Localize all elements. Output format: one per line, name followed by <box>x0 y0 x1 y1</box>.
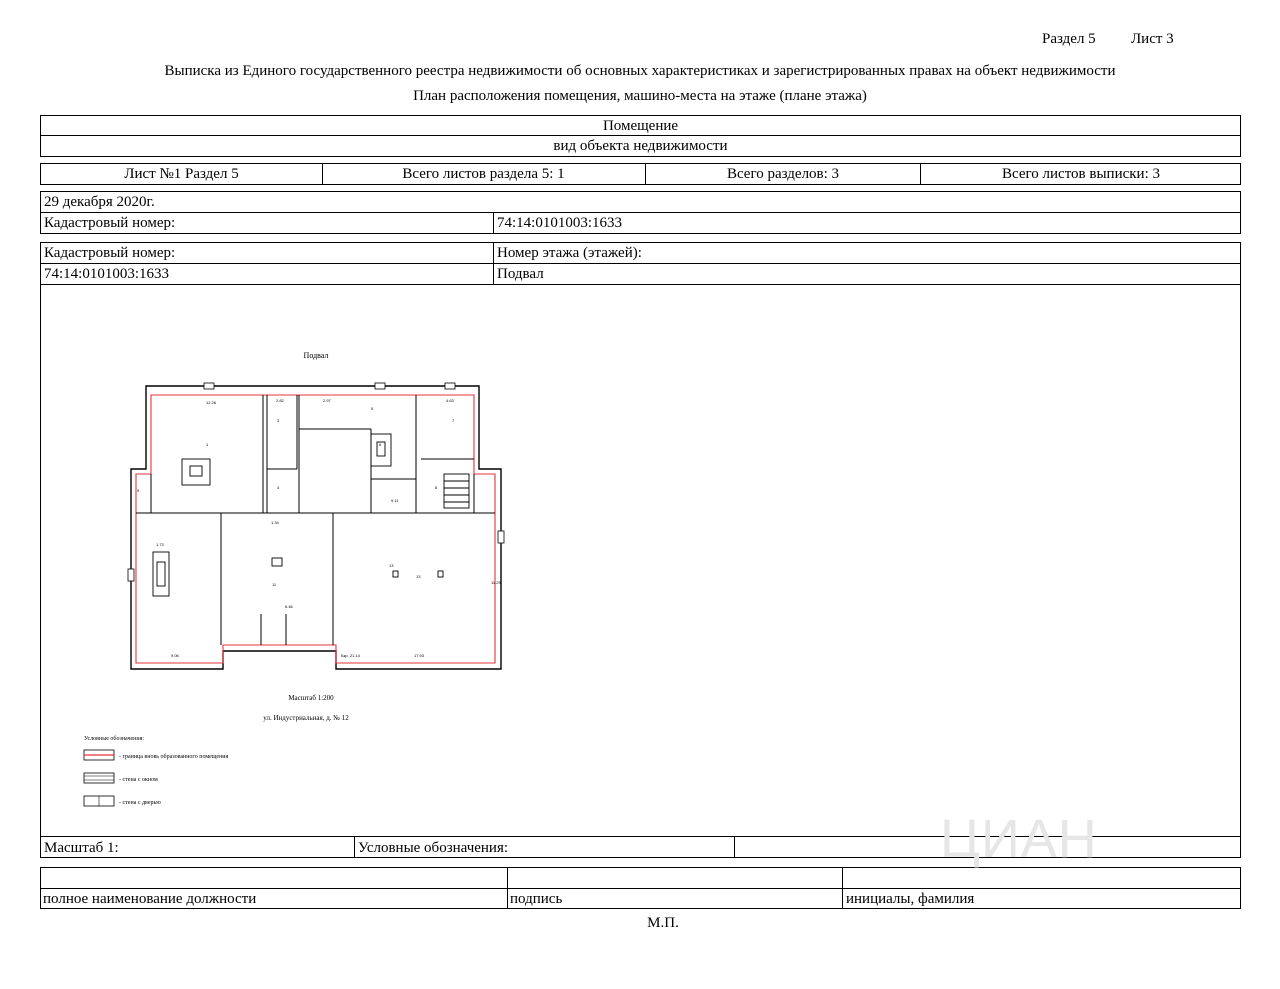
svg-text:11.29: 11.29 <box>491 580 501 585</box>
floor-cadastral-value: 74:14:0101003:1633 <box>44 266 170 282</box>
legend-boundary-text: - граница вновь образованного помещения <box>119 754 229 760</box>
issue-date: 29 декабря 2020г. <box>44 194 155 210</box>
fixtures <box>153 434 469 596</box>
svg-text:1: 1 <box>206 442 209 447</box>
sheet-section: Лист №1 Раздел 5 <box>124 166 239 182</box>
svg-text:12.26: 12.26 <box>206 400 217 405</box>
cadastral-value: 74:14:0101003:1633 <box>497 215 623 231</box>
total-sections: Всего разделов: 3 <box>726 166 840 182</box>
stamp-place: М.П. <box>647 915 679 931</box>
svg-text:5: 5 <box>371 406 374 411</box>
object-type-caption: вид объекта недвижимости <box>553 138 728 154</box>
date-cadastral-block <box>40 191 1241 234</box>
window-marks <box>128 383 504 581</box>
svg-text:6.46: 6.46 <box>285 604 293 609</box>
cadastral-label: Кадастровый номер: <box>44 215 176 231</box>
svg-text:4: 4 <box>277 485 280 490</box>
svg-text:4.63: 4.63 <box>446 398 454 403</box>
svg-text:1.34: 1.34 <box>271 520 279 525</box>
plan-scale: Масштаб 1:200 <box>288 694 334 702</box>
svg-text:11: 11 <box>272 582 277 587</box>
svg-text:1.73: 1.73 <box>156 542 164 547</box>
interior-walls <box>136 395 495 645</box>
watermark-logo: ЦИАН <box>940 809 1098 869</box>
total-sheets: Всего листов выписки: 3 <box>1002 166 1160 182</box>
name-caption: инициалы, фамилия <box>846 891 975 907</box>
svg-text:17.93: 17.93 <box>414 653 425 658</box>
svg-text:9.06: 9.06 <box>171 653 179 658</box>
boundary-line <box>136 395 495 663</box>
plan-legend-title: Условные обозначения: <box>84 736 145 742</box>
svg-text:13: 13 <box>416 574 421 579</box>
document-subtitle: План расположения помещения, машино-места на этаже (плане этажа) <box>413 88 867 104</box>
svg-text:3: 3 <box>277 418 280 423</box>
plan-address: ул. Индустриальная, д. № 12 <box>263 714 349 722</box>
sheet-number: Лист 3 <box>1131 31 1174 47</box>
svg-text:2.82: 2.82 <box>276 398 284 403</box>
svg-text:2.97: 2.97 <box>323 398 331 403</box>
total-sheets-section: Всего листов раздела 5: 1 <box>402 166 565 182</box>
legend-door-text: - стена с дверью <box>119 800 161 806</box>
signature-caption: подпись <box>510 891 563 907</box>
legend-label: Условные обозначения: <box>358 840 509 856</box>
svg-text:6: 6 <box>379 442 382 447</box>
svg-text:Бкр. 21.14: Бкр. 21.14 <box>341 653 360 658</box>
section-number: Раздел 5 <box>1042 31 1096 47</box>
plan-title: Подвал <box>303 351 329 360</box>
dimension-labels <box>137 398 501 658</box>
svg-text:7: 7 <box>452 418 455 423</box>
document-title: Выписка из Единого государственного реестра недвижимости об основных характеристиках и зарегистрированных правах на объект недвижимости <box>164 63 1116 79</box>
position-caption: полное наименование должности <box>43 891 257 907</box>
scale-label: Масштаб 1: <box>44 840 119 856</box>
object-type: Помещение <box>602 118 679 134</box>
sheet-info-row <box>40 163 1241 185</box>
floor-cadastral-label: Кадастровый номер: <box>44 245 176 261</box>
outer-wall <box>131 386 501 669</box>
svg-text:13: 13 <box>389 563 394 568</box>
svg-text:8: 8 <box>435 485 438 490</box>
svg-text:9: 9 <box>137 488 140 493</box>
svg-text:9.11: 9.11 <box>391 498 399 503</box>
legend-window-text: - стена с окном <box>119 777 158 783</box>
floor-plan-drawing <box>41 284 541 824</box>
signature-table <box>40 867 1241 909</box>
floor-number-label: Номер этажа (этажей): <box>497 245 642 261</box>
object-type-block <box>40 115 1241 157</box>
legend-window-icon <box>84 773 114 783</box>
floor-number-value: Подвал <box>497 266 544 282</box>
